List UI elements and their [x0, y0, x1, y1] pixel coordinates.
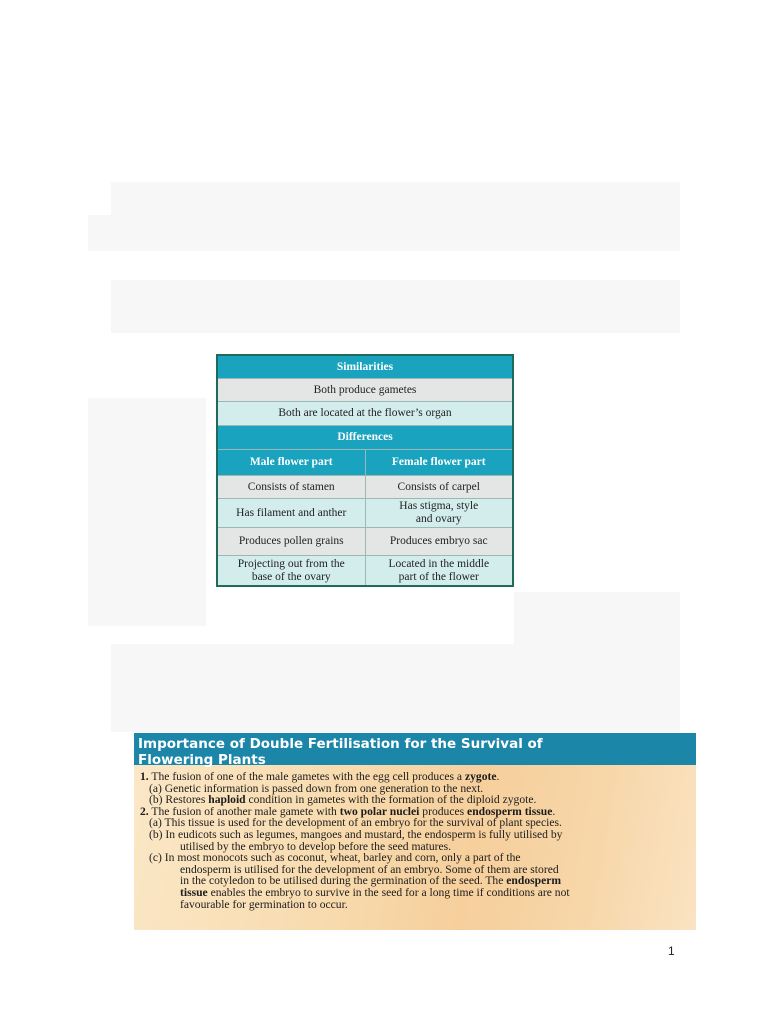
male-cell: Produces pollen grains	[217, 528, 365, 556]
cell-line: part of the flower	[398, 570, 479, 583]
point-text: The fusion of another male gamete with	[148, 804, 340, 818]
cell-line: Projecting out from the	[237, 557, 345, 570]
difference-row	[217, 556, 513, 587]
point-2c-cont	[140, 887, 690, 899]
bold-term: zygote	[464, 770, 497, 783]
box-title-line: Importance of Double Fertilisation for the Survival of	[138, 736, 543, 752]
male-column-header: Male flower part	[217, 450, 365, 476]
difference-row	[217, 528, 513, 556]
cell-line: Located in the middle	[388, 557, 490, 570]
bold-term: tissue	[180, 885, 208, 899]
column-header-row	[217, 450, 513, 476]
faint-block	[514, 592, 680, 732]
point-text: The fusion of one of the male gametes with the egg cell produces a	[148, 770, 465, 783]
faint-block	[88, 398, 206, 626]
point-text: condition in gametes with the formation of the diploid zygote.	[245, 793, 537, 807]
male-cell: Has filament and anther	[217, 499, 365, 528]
faint-block	[88, 215, 680, 251]
point-2c-cont: favourable for germination to occur.	[180, 897, 348, 911]
male-cell: Consists of stamen	[217, 476, 365, 499]
bold-term: two polar nuclei	[339, 804, 420, 818]
female-cell	[365, 556, 513, 587]
similarities-header: Similarities	[217, 355, 513, 379]
bold-term: endosperm	[506, 874, 562, 888]
female-cell: Consists of carpel	[365, 476, 513, 499]
differences-header: Differences	[217, 426, 513, 450]
point-text: .	[496, 770, 500, 783]
cell-line: and ovary	[415, 513, 462, 525]
point-2a: (a) This tissue is used for the development of an embryo for the survival of plant species.	[149, 816, 562, 830]
faint-block	[111, 182, 680, 215]
page-number: 1	[668, 944, 675, 958]
point-text: in the cotyledon to be utilised during the germination of the seed. The	[180, 874, 507, 888]
point-text: (b) Restores	[149, 793, 209, 807]
point-2b: (b) In eudicots such as legumes, mangoes and mustard, the endosperm is fully utilised by	[149, 827, 563, 841]
male-cell	[217, 556, 365, 587]
bold-term: haploid	[208, 793, 246, 807]
faint-block	[111, 644, 514, 732]
flower-parts-table	[216, 354, 514, 587]
box-title-line: Flowering Plants	[138, 752, 266, 768]
point-1a: (a) Genetic information is passed down from one generation to the next.	[149, 781, 484, 795]
similarity-row	[217, 402, 513, 426]
box-title	[134, 733, 696, 768]
similarity-row	[217, 379, 513, 402]
difference-row	[217, 499, 513, 528]
point-1	[140, 771, 690, 783]
point-text: produces	[419, 804, 468, 818]
similarities-header-row	[217, 355, 513, 379]
box-body	[134, 765, 696, 910]
differences-header-row	[217, 426, 513, 450]
point-number: 2.	[140, 804, 149, 818]
point-2b-cont: utilised by the embryo to develop before the seed matures.	[180, 839, 452, 853]
female-cell	[365, 499, 513, 528]
bold-term: endosperm tissue	[467, 804, 553, 818]
difference-row	[217, 476, 513, 499]
double-fertilisation-box	[134, 733, 696, 930]
point-text: .	[552, 804, 556, 818]
female-cell: Produces embryo sac	[365, 528, 513, 556]
point-text: enables the embryo to survive in the seed for a long time if conditions are not	[207, 885, 570, 899]
point-2c-cont: endosperm is utilised for the development of an embryo. Some of them are stored	[180, 862, 559, 876]
similarity-cell: Both are located at the flower’s organ	[217, 402, 513, 426]
point-number: 1.	[140, 770, 149, 783]
cell-line: Has stigma, style	[399, 500, 479, 512]
similarity-cell: Both produce gametes	[217, 379, 513, 402]
female-column-header: Female flower part	[365, 450, 513, 476]
faint-block	[111, 280, 680, 333]
cell-line: base of the ovary	[251, 570, 331, 583]
point-2c: (c) In most monocots such as coconut, wheat, barley and corn, only a part of the	[149, 851, 521, 865]
